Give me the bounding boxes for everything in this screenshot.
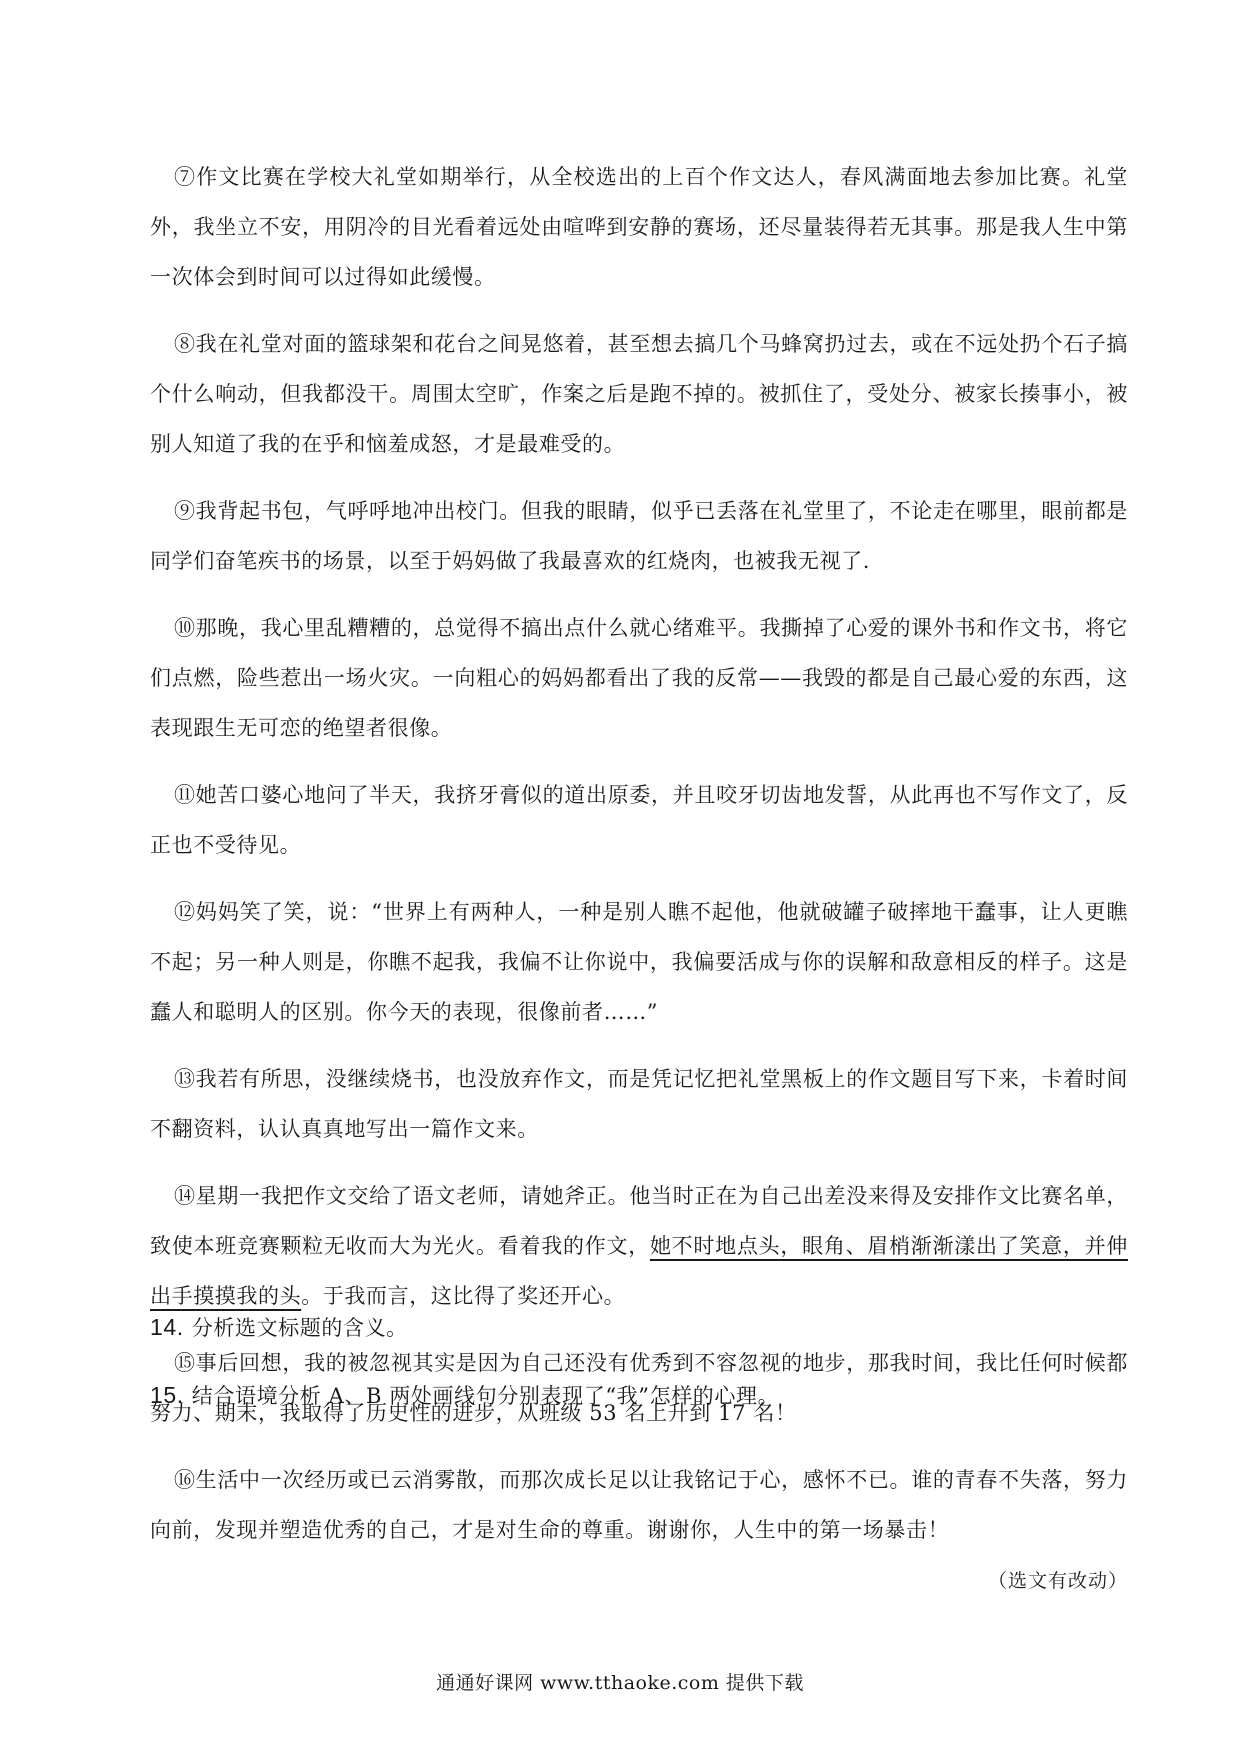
page-footer: 通通好课网 www.tthaoke.com 提供下载: [436, 1672, 804, 1694]
question-15: [150, 1380, 779, 1410]
paragraph-16: ⑯生活中一次经历或已云消雾散，而那次成长足以让我铭记于心，感怀不已。谁的青春不失落，努力向前，发现并塑造优秀的自己，才是对生命的尊重。谢谢你，人生中的第一场暴击！: [150, 1468, 1128, 1542]
paragraph-15: ⑮事后回想，我的被忽视其实是因为自己还没有优秀到不容忽视的地步，那我时间，我比任何时候都努力、期末，我取得了历史性的进步，从班级 53 名上升到 17 名！: [150, 1351, 1128, 1425]
paragraph-12: ⑫妈妈笑了笑，说：“世界上有两种人，一种是别人瞧不起他，他就破罐子破摔地干蠢事，让人更瞧不起；另一种人则是，你瞧不起我，我偏不让你说中，我偏要活成与你的误解和敌意相反的样子。这是蠢人和聪明人的区别。你今天的表现，很像前者……”: [150, 900, 1128, 1024]
paragraph-9: ⑨我背起书包，气呼呼地冲出校门。但我的眼睛，似乎已丢落在礼堂里了，不论走在哪里，眼前都是同学们奋笔疾书的场景，以至于妈妈做了我最喜欢的红烧肉，也被我无视了.: [150, 499, 1128, 573]
article-body: [150, 152, 1128, 1593]
paragraph-14: [150, 1171, 1128, 1321]
paragraph-10: ⑩那晚，我心里乱糟糟的，总觉得不搞出点什么就心绪难平。我撕掉了心爱的课外书和作文书，将它们点燃，险些惹出一场火灾。一向粗心的妈妈都看出了我的反常——我毁的都是自己最心爱的东西，这表现跟生无可恋的绝望者很像。: [150, 616, 1128, 740]
question-text: 分析选文标题的含义。: [191, 1316, 408, 1340]
source-note: （选文有改动）: [987, 1570, 1128, 1592]
paragraph-14-after: 。于我而言，这比得了奖还开心。: [301, 1284, 626, 1308]
underlined-sentence-b: 她不时地点头，眼角、眉梢渐渐漾出了笑意，并伸出手摸摸我的头: [150, 1234, 1128, 1308]
question-number: 14.: [150, 1314, 184, 1340]
paragraph-14-before: ⑭星期一我把作文交给了语文老师，请她斧正。他当时正在为自己出差没来得及安排作文比赛名单，致使本班竞赛颗粒无收而大为光火。看着我的作文，: [150, 1184, 1128, 1258]
paragraph-11: ⑪她苦口婆心地问了半天，我挤牙膏似的道出原委，并且咬牙切齿地发誓，从此再也不写作文了，反正也不受待见。: [150, 783, 1128, 857]
paragraph-8: ⑧我在礼堂对面的篮球架和花台之间晃悠着，甚至想去搞几个马蜂窝扔过去，或在不远处扔个石子搞个什么响动，但我都没干。周围太空旷，作案之后是跑不掉的。被抓住了，受处分、被家长揍事小，被别人知道了我的在乎和恼羞成怒，才是最难受的。: [150, 332, 1128, 456]
paragraph-7: ⑦作文比赛在学校大礼堂如期举行，从全校选出的上百个作文达人，春风满面地去参加比赛。礼堂外，我坐立不安，用阴冷的目光看着远处由喧哗到安静的赛场，还尽量装得若无其事。那是我人生中第一次体会到时间可以过得如此缓慢。: [150, 165, 1128, 289]
question-14: [150, 1312, 408, 1342]
question-number: 15.: [150, 1382, 184, 1408]
paragraph-13: ⑬我若有所思，没继续烧书，也没放弃作文，而是凭记忆把礼堂黑板上的作文题目写下来，卡着时间不翻资料，认认真真地写出一篇作文来。: [150, 1067, 1128, 1141]
question-text: 结合语境分析 A、B 两处画线句分别表现了“我”怎样的心理。: [191, 1384, 780, 1408]
